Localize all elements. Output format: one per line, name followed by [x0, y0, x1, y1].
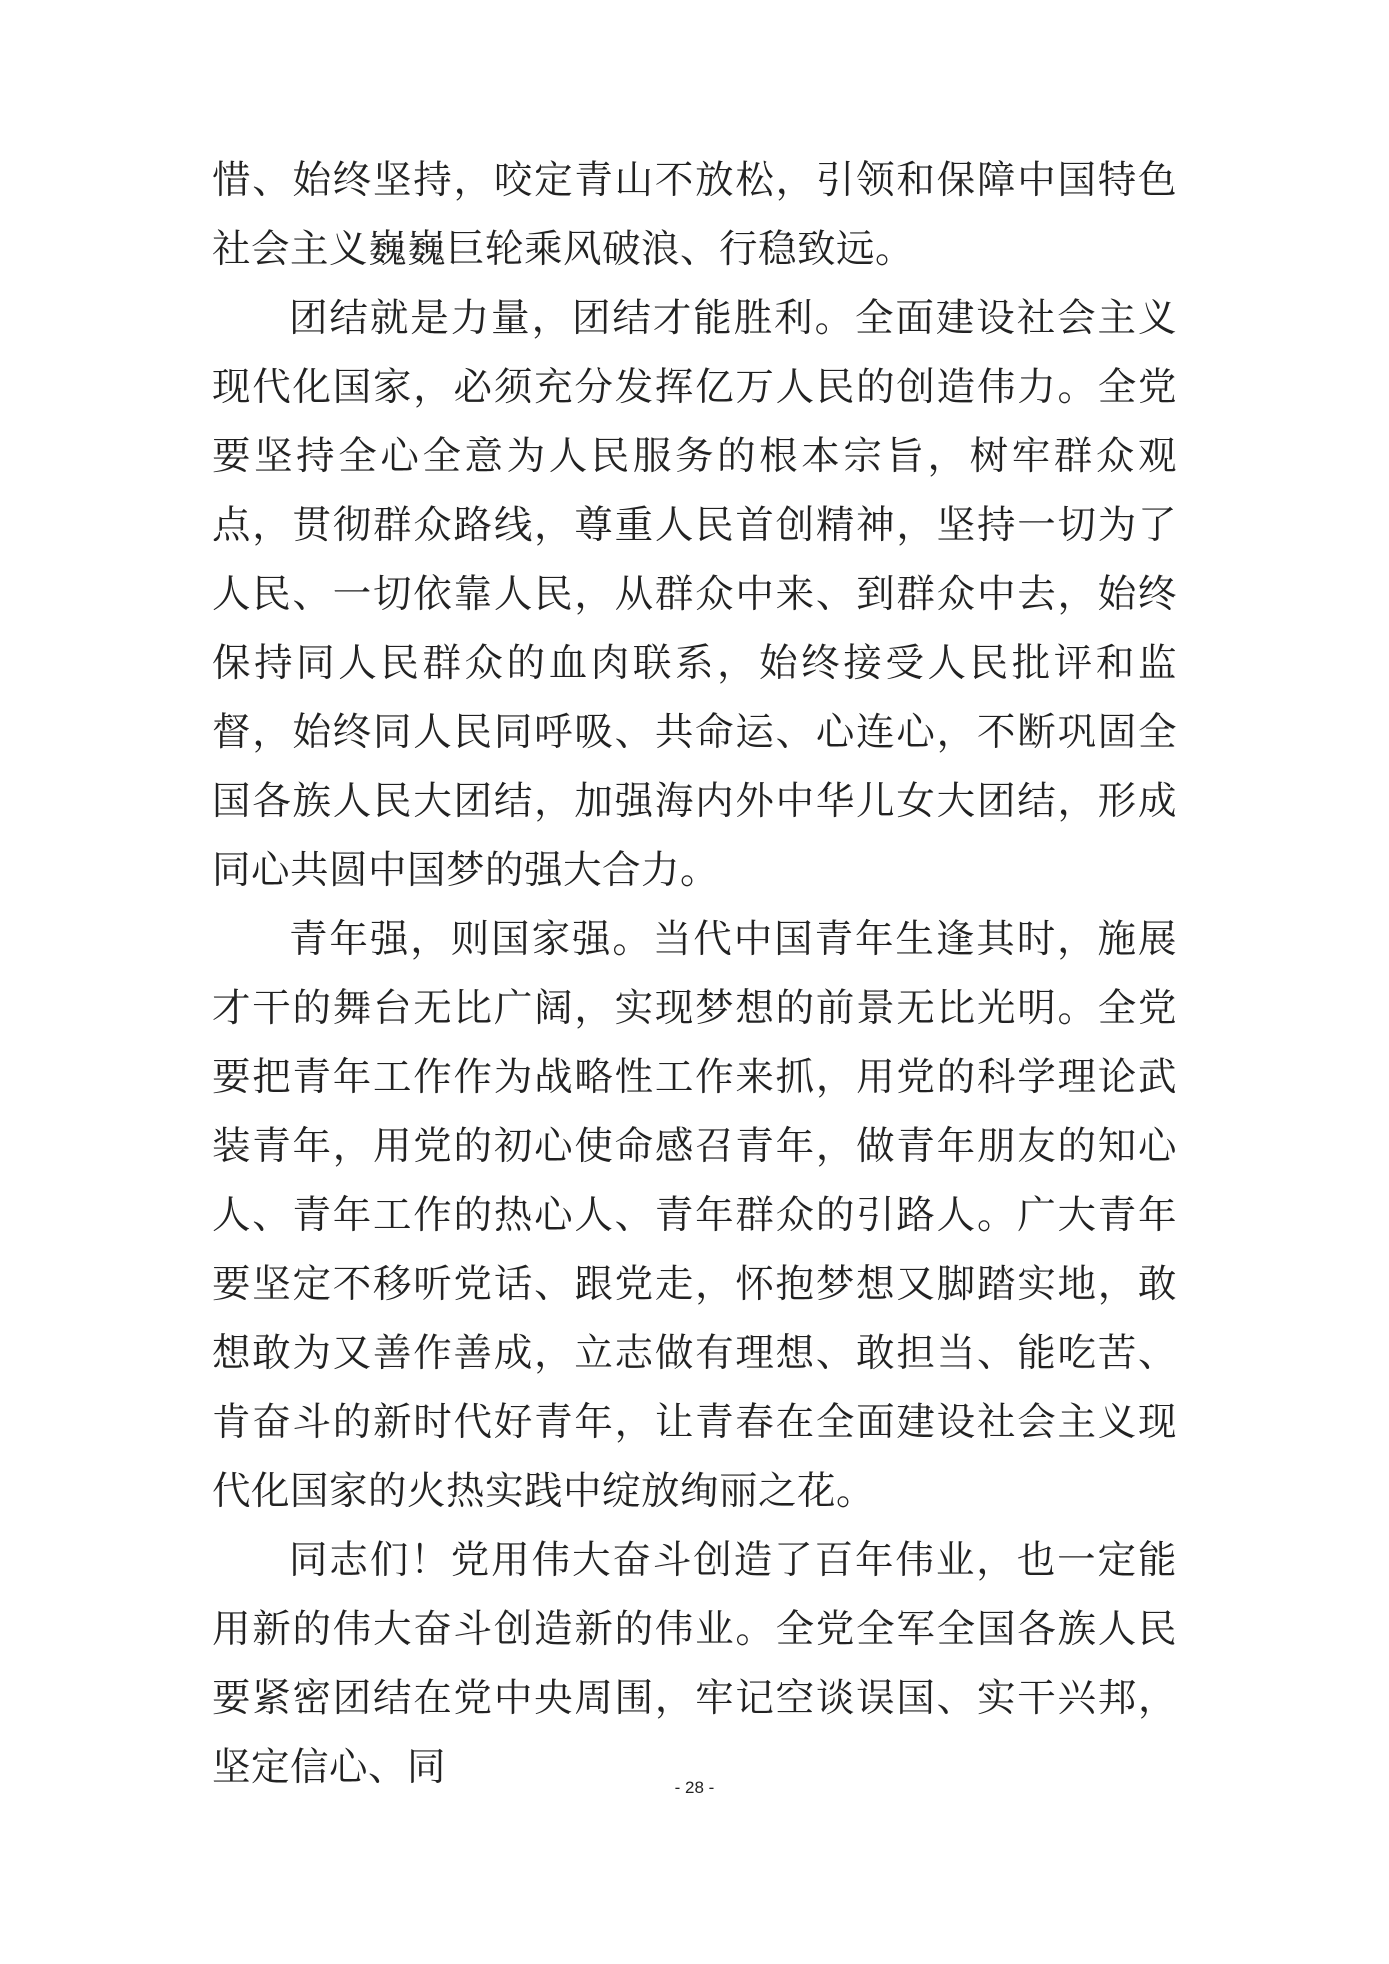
paragraph-youth: 青年强，则国家强。当代中国青年生逢其时，施展才干的舞台无比广阔，实现梦想的前景无比光明。全党要把青年工作作为战略性工作来抓，用党的科学理论武装青年，用党的初心使命感召青年，做青年朋友的知心人、青年工作的热心人、青年群众的引路人。广大青年要坚定不移听党话、跟党走，怀抱梦想又脚踏实地，敢想敢为又善作善成，立志做有理想、敢担当、能吃苦、肯奋斗的新时代好青年，让青春在全面建设社会主义现代化国家的火热实践中绽放绚丽之花。: [212, 917, 1177, 1514]
paragraph-continuation: 惜、始终坚持，咬定青山不放松，引领和保障中国特色社会主义巍巍巨轮乘风破浪、行稳致远。: [212, 158, 1177, 272]
page-number: - 28 -: [674, 1778, 715, 1797]
body-text: [212, 146, 1177, 1802]
paragraph-unity: 团结就是力量，团结才能胜利。全面建设社会主义现代化国家，必须充分发挥亿万人民的创造伟力。全党要坚持全心全意为人民服务的根本宗旨，树牢群众观点，贯彻群众路线，尊重人民首创精神，坚持一切为了人民、一切依靠人民，从群众中来、到群众中去，始终保持同人民群众的血肉联系，始终接受人民批评和监督，始终同人民同呼吸、共命运、心连心，不断巩固全国各族人民大团结，加强海内外中华儿女大团结，形成同心共圆中国梦的强大合力。: [212, 296, 1177, 893]
paragraph-comrades: 同志们！党用伟大奋斗创造了百年伟业，也一定能用新的伟大奋斗创造新的伟业。全党全军全国各族人民要紧密团结在党中央周围，牢记空谈误国、实干兴邦，坚定信心、同: [212, 1538, 1177, 1790]
